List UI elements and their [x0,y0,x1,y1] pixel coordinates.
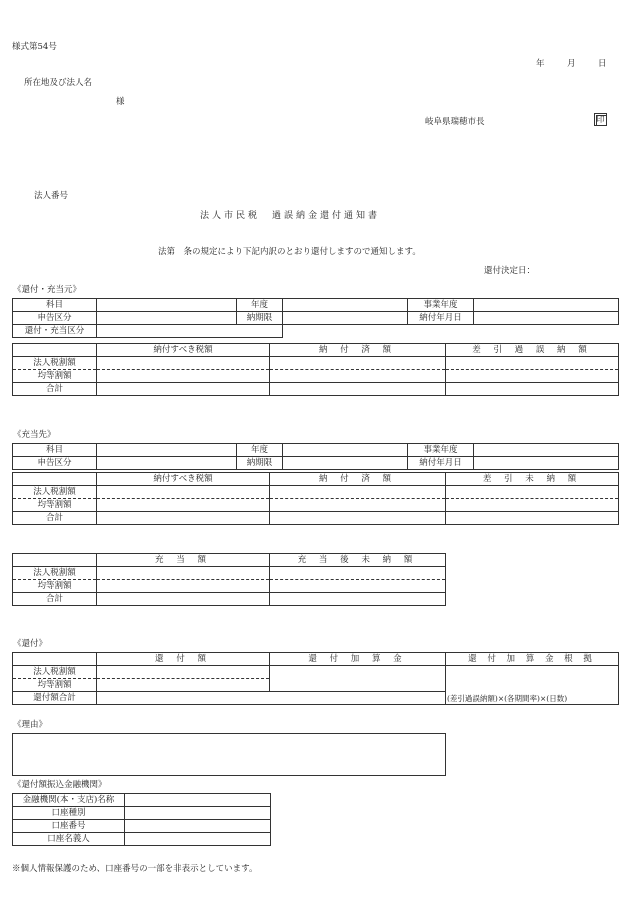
subject-label: 科目 [13,299,97,312]
corp-number-label: 法人番号 [34,191,69,201]
reason-box [12,733,446,776]
section-bank-heading: 《還付額振込金融機関》 [13,780,107,790]
notice-text: 法第 条の規定により下記内訳のとおり還付しますので通知します。 [158,247,421,257]
addressee-label: 所在地及び法人名 [24,78,93,88]
applied-to-info-table [12,443,619,470]
filing-type-label: 申告区分 [13,312,97,325]
row-total: 合計 [13,512,97,525]
document-title: 法人市民税 過誤納金還付通知書 [200,211,381,221]
bank-table [12,793,271,846]
decision-date-label: 還付決定日： [484,266,536,276]
col-interest-basis: 還 付 加 算 金 根 拠 [446,653,619,666]
seal-stamp: 印 [594,113,607,126]
account-number-label: 口座番号 [13,820,125,833]
privacy-note: ※個人情報保護のため、口座番号の一部を非表示としています。 [12,864,258,874]
subject-label: 科目 [13,444,97,457]
paid-date-label: 納付年月日 [408,457,474,470]
interest-formula: (差引過誤納額)×(各期間率)×(日数) [446,666,619,705]
col-overpaid: 差 引 過 誤 納 額 [446,344,619,357]
col-after-unpaid: 充 当 後 未 納 額 [270,554,446,567]
row-equal-levy: 均等割額 [13,580,97,593]
section-reason-heading: 《理由》 [13,720,48,730]
business-year-label: 事業年度 [408,444,474,457]
form-number: 様式第54号 [12,42,57,52]
business-year-label: 事業年度 [408,299,474,312]
date-month: 月 [567,59,576,69]
col-paid: 納 付 済 額 [270,473,446,486]
honorific: 様 [116,97,125,107]
row-refund-total: 還付額合計 [13,692,97,705]
refund-type-label: 還付・充当区分 [13,325,97,338]
fiscal-year-label: 年度 [237,299,283,312]
row-equal-levy: 均等割額 [13,679,97,692]
date-day: 日 [598,59,607,69]
date-year: 年 [536,59,545,69]
section-refund-heading: 《還付》 [13,639,48,649]
applied-amount-table [12,553,446,606]
refund-source-amount-table [12,343,619,396]
refund-source-info-table [12,298,619,338]
row-corp-tax: 法人税割額 [13,666,97,679]
paid-date-label: 納付年月日 [408,312,474,325]
row-equal-levy: 均等割額 [13,370,97,383]
due-date-label: 納期限 [237,312,283,325]
col-interest: 還 付 加 算 金 [270,653,446,666]
col-refund: 還 付 額 [97,653,270,666]
section-applied-to-heading: 《充当先》 [13,430,56,440]
col-paid: 納 付 済 額 [270,344,446,357]
bank-name-label: 金融機関(本・支店)名称 [13,794,125,807]
account-type-label: 口座種別 [13,807,125,820]
row-total: 合計 [13,593,97,606]
row-corp-tax: 法人税割額 [13,357,97,370]
applied-to-amount-table [12,472,619,525]
issuer-name: 岐阜県瑞穂市長 [425,117,485,127]
refund-table [12,652,619,705]
filing-type-label: 申告区分 [13,457,97,470]
row-equal-levy: 均等割額 [13,499,97,512]
col-unpaid: 差 引 未 納 額 [446,473,619,486]
row-corp-tax: 法人税割額 [13,567,97,580]
due-date-label: 納期限 [237,457,283,470]
col-taxable: 納付すべき税額 [97,344,270,357]
row-total: 合計 [13,383,97,396]
row-corp-tax: 法人税割額 [13,486,97,499]
section-refund-source-heading: 《還付・充当元》 [13,285,82,295]
col-applied: 充 当 額 [97,554,270,567]
col-taxable: 納付すべき税額 [97,473,270,486]
account-holder-label: 口座名義人 [13,833,125,846]
fiscal-year-label: 年度 [237,444,283,457]
